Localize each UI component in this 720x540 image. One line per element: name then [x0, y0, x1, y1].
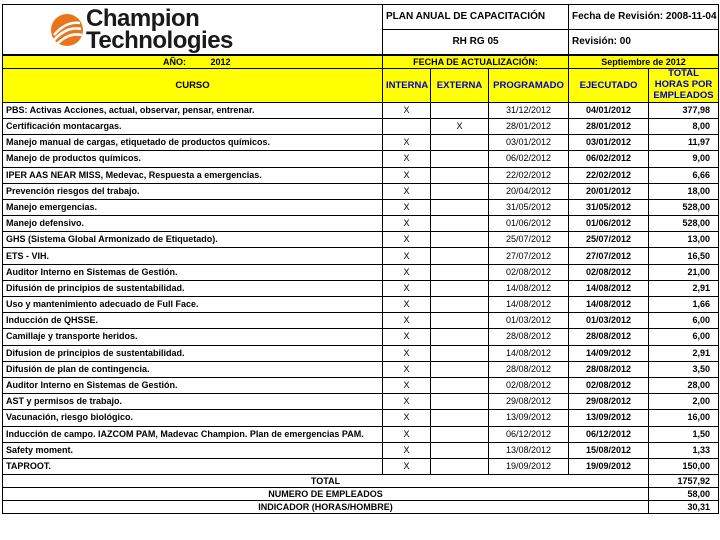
cell-externa [431, 232, 489, 248]
table-row [3, 280, 719, 296]
cell-programado: 28/08/2012 [489, 329, 569, 345]
employees-value: 58,00 [649, 488, 719, 501]
cell-curso: Auditor Interno en Sistemas de Gestión. [3, 377, 383, 393]
col-curso: CURSO [3, 69, 383, 103]
table-row [3, 329, 719, 345]
year-value: 2012 [210, 56, 231, 67]
cell-curso: GHS (Sistema Global Armonizado de Etiquetado). [3, 232, 383, 248]
cell-externa [431, 426, 489, 442]
cell-programado: 01/03/2012 [489, 313, 569, 329]
cell-total: 2,91 [649, 345, 719, 361]
cell-interna: X [383, 442, 431, 458]
course-rows [3, 102, 719, 474]
cell-ejecutado: 02/08/2012 [569, 377, 649, 393]
revision-number: Revisión: 00 [569, 30, 719, 55]
cell-total: 21,00 [649, 264, 719, 280]
table-row [3, 216, 719, 232]
employees-label: NUMERO DE EMPLEADOS [3, 488, 649, 501]
cell-externa [431, 361, 489, 377]
cell-ejecutado: 01/03/2012 [569, 313, 649, 329]
cell-curso: Manejo emergencias. [3, 199, 383, 215]
table-row [3, 248, 719, 264]
cell-curso: PBS: Activas Acciones, actual, observar, pensar, entrenar. [3, 102, 383, 118]
cell-interna: X [383, 426, 431, 442]
company-logo [6, 6, 379, 54]
table-row [3, 167, 719, 183]
cell-interna: X [383, 232, 431, 248]
cell-interna: X [383, 216, 431, 232]
cell-curso: AST y permisos de trabajo. [3, 394, 383, 410]
table-row [3, 394, 719, 410]
cell-programado: 06/12/2012 [489, 426, 569, 442]
header-table [2, 4, 719, 55]
table-row [3, 297, 719, 313]
cell-total: 18,00 [649, 183, 719, 199]
cell-ejecutado: 01/06/2012 [569, 216, 649, 232]
cell-programado: 13/08/2012 [489, 442, 569, 458]
cell-programado: 29/08/2012 [489, 394, 569, 410]
cell-curso: Vacunación, riesgo biológico. [3, 410, 383, 426]
cell-total: 16,00 [649, 410, 719, 426]
cell-externa [431, 442, 489, 458]
cell-total: 11,97 [649, 135, 719, 151]
cell-programado: 19/09/2012 [489, 458, 569, 474]
indicator-row [3, 501, 719, 514]
cell-total: 528,00 [649, 199, 719, 215]
cell-curso: Auditor Interno en Sistemas de Gestión. [3, 264, 383, 280]
cell-total: 28,00 [649, 377, 719, 393]
cell-externa: X [431, 118, 489, 134]
cell-interna: X [383, 313, 431, 329]
cell-ejecutado: 28/08/2012 [569, 361, 649, 377]
cell-total: 6,66 [649, 167, 719, 183]
cell-ejecutado: 14/09/2012 [569, 345, 649, 361]
cell-externa [431, 313, 489, 329]
table-row [3, 118, 719, 134]
cell-programado: 01/06/2012 [489, 216, 569, 232]
cell-curso: Certificación montacargas. [3, 118, 383, 134]
cell-curso: Manejo de productos químicos. [3, 151, 383, 167]
cell-interna: X [383, 102, 431, 118]
champion-logo-icon [50, 13, 84, 47]
col-programado: PROGRAMADO [489, 69, 569, 103]
update-value: Septiembre de 2012 [569, 56, 719, 69]
table-row [3, 183, 719, 199]
cell-programado: 06/02/2012 [489, 151, 569, 167]
indicator-value: 30,31 [649, 501, 719, 514]
cell-interna: X [383, 361, 431, 377]
cell-ejecutado: 22/02/2012 [569, 167, 649, 183]
cell-programado: 22/02/2012 [489, 167, 569, 183]
cell-interna: X [383, 167, 431, 183]
cell-curso: Manejo defensivo. [3, 216, 383, 232]
company-name-line1: Champion [86, 4, 200, 32]
col-ejecutado: EJECUTADO [569, 69, 649, 103]
cell-total: 2,00 [649, 394, 719, 410]
company-name-line2: Technologies [86, 26, 233, 54]
cell-programado: 20/04/2012 [489, 183, 569, 199]
cell-externa [431, 410, 489, 426]
cell-ejecutado: 19/09/2012 [569, 458, 649, 474]
cell-total: 528,00 [649, 216, 719, 232]
cell-externa [431, 199, 489, 215]
cell-ejecutado: 02/08/2012 [569, 264, 649, 280]
cell-programado: 27/07/2012 [489, 248, 569, 264]
cell-externa [431, 102, 489, 118]
cell-interna: X [383, 248, 431, 264]
table-row [3, 345, 719, 361]
cell-externa [431, 297, 489, 313]
table-row [3, 102, 719, 118]
cell-interna: X [383, 264, 431, 280]
cell-total: 2,91 [649, 280, 719, 296]
cell-programado: 14/08/2012 [489, 280, 569, 296]
indicator-label: INDICADOR (HORAS/HOMBRE) [3, 501, 649, 514]
cell-externa [431, 183, 489, 199]
cell-total: 6,00 [649, 313, 719, 329]
table-row [3, 264, 719, 280]
cell-programado: 28/08/2012 [489, 361, 569, 377]
total-label: TOTAL [3, 475, 649, 488]
cell-interna: X [383, 329, 431, 345]
cell-programado: 02/08/2012 [489, 264, 569, 280]
cell-ejecutado: 28/01/2012 [569, 118, 649, 134]
year-row [3, 56, 719, 69]
cell-interna: X [383, 394, 431, 410]
cell-externa [431, 329, 489, 345]
col-externa: EXTERNA [431, 69, 489, 103]
employees-row [3, 488, 719, 501]
cell-programado: 28/01/2012 [489, 118, 569, 134]
cell-ejecutado: 31/05/2012 [569, 199, 649, 215]
cell-ejecutado: 14/08/2012 [569, 280, 649, 296]
cell-externa [431, 264, 489, 280]
cell-interna: X [383, 458, 431, 474]
cell-programado: 31/12/2012 [489, 102, 569, 118]
column-header-row [3, 69, 719, 103]
cell-total: 377,98 [649, 102, 719, 118]
total-row [3, 475, 719, 488]
update-label: FECHA DE ACTUALIZACIÓN: [383, 56, 569, 69]
cell-curso: Uso y mantenimiento adecuado de Full Face. [3, 297, 383, 313]
cell-externa [431, 167, 489, 183]
cell-total: 150,00 [649, 458, 719, 474]
cell-total: 1,66 [649, 297, 719, 313]
cell-interna: X [383, 280, 431, 296]
cell-curso: ETS - VIH. [3, 248, 383, 264]
revision-date: Fecha de Revisión: 2008-11-04 [569, 5, 719, 30]
cell-interna: X [383, 377, 431, 393]
cell-ejecutado: 28/08/2012 [569, 329, 649, 345]
table-row [3, 232, 719, 248]
cell-curso: Difusion de principios de sustentabilidad. [3, 345, 383, 361]
cell-curso: Safety moment. [3, 442, 383, 458]
cell-total: 9,00 [649, 151, 719, 167]
cell-ejecutado: 06/02/2012 [569, 151, 649, 167]
cell-total: 13,00 [649, 232, 719, 248]
cell-externa [431, 377, 489, 393]
cell-externa [431, 248, 489, 264]
cell-programado: 25/07/2012 [489, 232, 569, 248]
cell-curso: Camillaje y transporte heridos. [3, 329, 383, 345]
cell-curso: TAPROOT. [3, 458, 383, 474]
cell-programado: 14/08/2012 [489, 345, 569, 361]
cell-curso: Difusión de plan de contingencia. [3, 361, 383, 377]
cell-ejecutado: 15/08/2012 [569, 442, 649, 458]
cell-total: 1,50 [649, 426, 719, 442]
cell-externa [431, 345, 489, 361]
cell-interna: X [383, 297, 431, 313]
cell-ejecutado: 20/01/2012 [569, 183, 649, 199]
cell-total: 16,50 [649, 248, 719, 264]
cell-curso: IPER AAS NEAR MISS, Medevac, Respuesta a emergencias. [3, 167, 383, 183]
table-row [3, 313, 719, 329]
table-row [3, 361, 719, 377]
table-row [3, 199, 719, 215]
table-row [3, 442, 719, 458]
doc-code: RH RG 05 [383, 30, 569, 55]
cell-total: 8,00 [649, 118, 719, 134]
year-cell [3, 56, 383, 69]
cell-ejecutado: 13/09/2012 [569, 410, 649, 426]
cell-interna: X [383, 345, 431, 361]
cell-total: 3,50 [649, 361, 719, 377]
plan-title: PLAN ANUAL DE CAPACITACIÓN [383, 5, 569, 30]
cell-programado: 03/01/2012 [489, 135, 569, 151]
logo-cell [3, 5, 383, 55]
cell-curso: Difusión de principios de sustentabilidad. [3, 280, 383, 296]
cell-interna: X [383, 151, 431, 167]
cell-ejecutado: 14/08/2012 [569, 297, 649, 313]
training-plan-sheet [2, 4, 718, 514]
cell-interna: X [383, 135, 431, 151]
table-row [3, 151, 719, 167]
cell-curso: Prevención riesgos del trabajo. [3, 183, 383, 199]
cell-externa [431, 394, 489, 410]
table-row [3, 458, 719, 474]
cell-curso: Inducción de campo. IAZCOM PAM, Madevac Champion. Plan de emergencias PAM. [3, 426, 383, 442]
cell-externa [431, 151, 489, 167]
cell-programado: 31/05/2012 [489, 199, 569, 215]
cell-curso: Manejo manual de cargas, etiquetado de productos químicos. [3, 135, 383, 151]
table-row [3, 410, 719, 426]
cell-externa [431, 216, 489, 232]
year-label: AÑO: [163, 56, 186, 67]
cell-externa [431, 280, 489, 296]
table-row [3, 135, 719, 151]
cell-externa [431, 135, 489, 151]
cell-total: 1,33 [649, 442, 719, 458]
cell-externa [431, 458, 489, 474]
cell-ejecutado: 03/01/2012 [569, 135, 649, 151]
cell-ejecutado: 25/07/2012 [569, 232, 649, 248]
total-value: 1757,92 [649, 475, 719, 488]
table-row [3, 426, 719, 442]
cell-interna: X [383, 183, 431, 199]
cell-programado: 13/09/2012 [489, 410, 569, 426]
cell-programado: 14/08/2012 [489, 297, 569, 313]
cell-total: 6,00 [649, 329, 719, 345]
table-row [3, 377, 719, 393]
cell-ejecutado: 04/01/2012 [569, 102, 649, 118]
cell-ejecutado: 27/07/2012 [569, 248, 649, 264]
cell-interna [383, 118, 431, 134]
col-total: TOTAL HORAS POR EMPLEADOS [649, 69, 719, 103]
training-table [2, 55, 719, 514]
col-interna: INTERNA [383, 69, 431, 103]
cell-ejecutado: 29/08/2012 [569, 394, 649, 410]
cell-curso: Inducción de QHSSE. [3, 313, 383, 329]
cell-programado: 02/08/2012 [489, 377, 569, 393]
cell-interna: X [383, 410, 431, 426]
cell-ejecutado: 06/12/2012 [569, 426, 649, 442]
cell-interna: X [383, 199, 431, 215]
